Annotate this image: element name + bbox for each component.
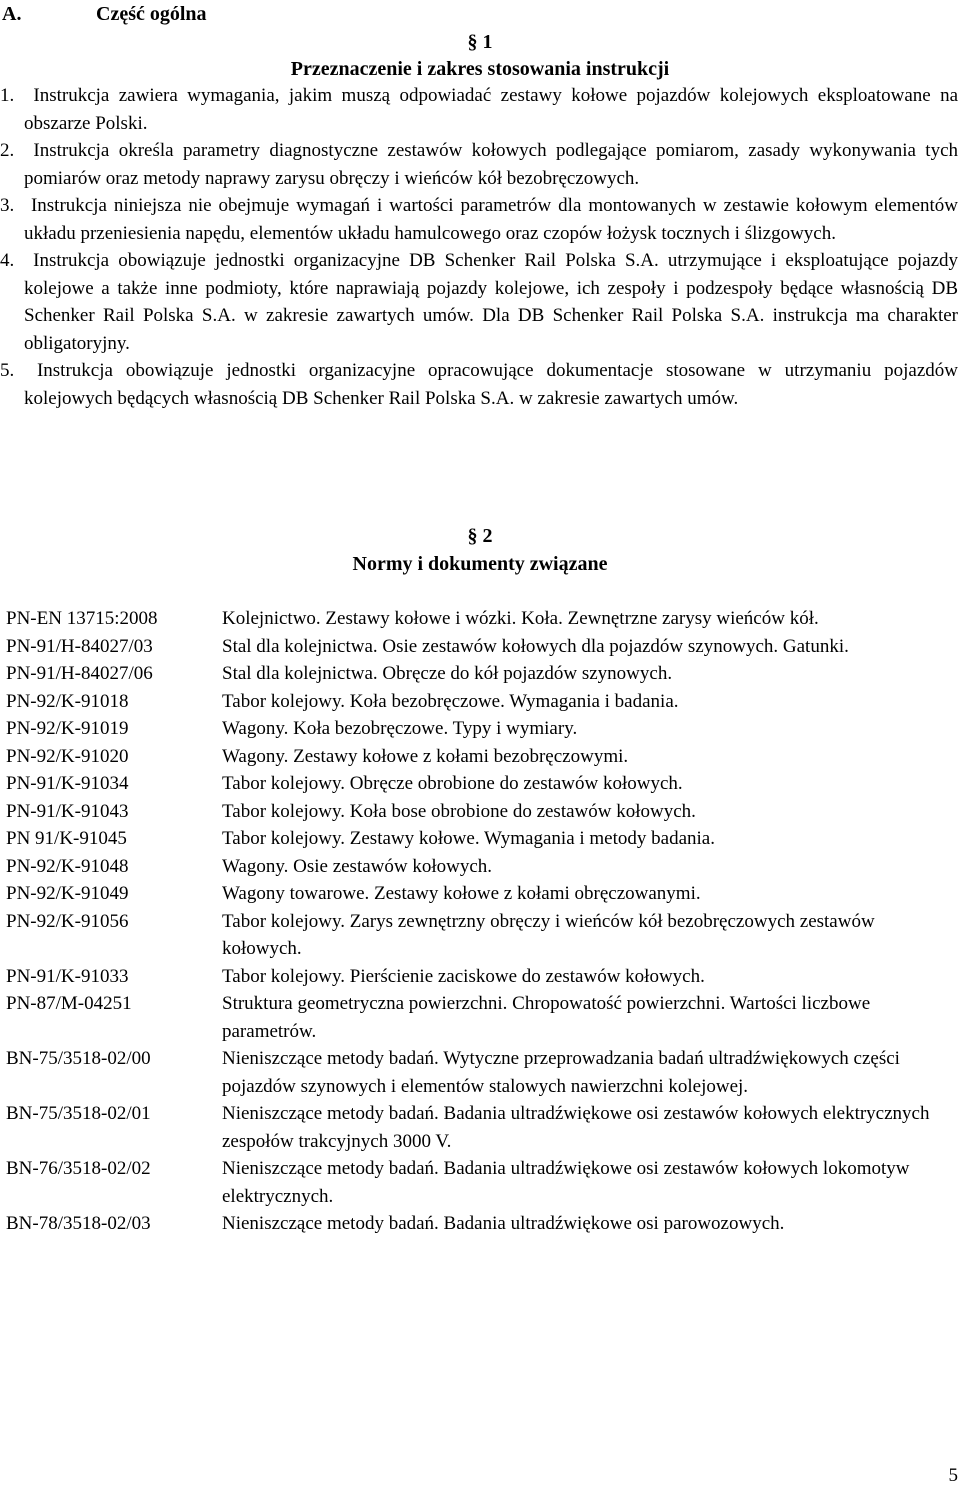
norm-description: Nieniszczące metody badań. Badania ultradźwiękowe osi zestawów kołowych elektrycznych zespołów trakcyjnych 3000 V. [222, 1103, 930, 1152]
section-1-title: Przeznaczenie i zakres stosowania instrukcji [290, 58, 670, 80]
norm-row [6, 1045, 956, 1100]
norm-description: Nieniszczące metody badań. Badania ultradźwiękowe osi parowozowych. [222, 1213, 785, 1234]
section-1-paragraphs [0, 82, 959, 412]
norm-description: Tabor kolejowy. Koła bezobręczowe. Wymagania i badania. [222, 690, 679, 712]
norm-code: BN-75/3518-02/01 [6, 1103, 151, 1124]
norm-row [6, 853, 956, 881]
section-2-sign: § 2 [467, 525, 493, 547]
norm-code: PN-91/K-91033 [6, 965, 129, 987]
norm-code: PN-91/K-91034 [6, 773, 129, 794]
paragraph-5: 5. Instrukcja obowiązuje jednostki organizacyjne opracowujące dokumentacje stosowane w utrzymaniu pojazdów kolejowych będących własnością DB Schenker Rail Polska S.A. w zakresie zawartych umów. [0, 360, 959, 409]
norm-row [6, 715, 956, 743]
norm-description: Stal dla kolejnictwa. Obręcze do kół pojazdów szynowych. [222, 663, 673, 684]
norm-description: Nieniszczące metody badań. Wytyczne przeprowadzania badań ultradźwiękowych części pojazdów szynowych i elementów stalowych nawierzchni kolejowej. [222, 1048, 900, 1097]
norm-description: Wagony. Zestawy kołowe z kołami bezobręczowymi. [222, 745, 629, 767]
norm-description: Struktura geometryczna powierzchni. Chropowatość powierzchni. Wartości liczbowe parametrów. [222, 993, 871, 1042]
norm-row [6, 825, 956, 853]
norm-description: Wagony towarowe. Zestawy kołowe z kołami obręczowanymi. [222, 883, 701, 904]
norm-code: PN-92/K-91019 [6, 718, 129, 739]
norm-description: Wagony. Osie zestawów kołowych. [222, 855, 493, 877]
norm-code: PN-92/K-91020 [6, 745, 129, 767]
norm-row [6, 660, 956, 688]
norm-code: PN-91/H-84027/03 [6, 635, 153, 657]
section-2-title: Normy i dokumenty związane [352, 553, 608, 575]
part-number: A. [2, 3, 22, 25]
norm-description: Tabor kolejowy. Obręcze obrobione do zestawów kołowych. [222, 773, 683, 794]
norm-row [6, 743, 956, 771]
norm-code: PN-92/K-91018 [6, 690, 129, 712]
norm-description: Tabor kolejowy. Zestawy kołowe. Wymagania i metody badania. [222, 828, 715, 849]
norm-description: Wagony. Koła bezobręczowe. Typy i wymiary. [222, 718, 578, 739]
part-heading [2, 2, 207, 26]
norm-row [6, 798, 956, 826]
norm-description: Kolejnictwo. Zestawy kołowe i wózki. Koła. Zewnętrzne zarysy wieńców kół. [222, 608, 819, 629]
norm-code: BN-76/3518-02/02 [6, 1158, 151, 1179]
norm-description: Tabor kolejowy. Zarys zewnętrzny obręczy i wieńców kół bezobręczowych zestawów kołowych. [222, 910, 875, 959]
paragraph-1: 1. Instrukcja zawiera wymagania, jakim muszą odpowiadać zestawy kołowe pojazdów kolejowych eksploatowane na obszarze Polski. [0, 85, 959, 134]
norm-row [6, 1210, 956, 1238]
norm-row [6, 990, 956, 1045]
norm-code: BN-75/3518-02/00 [6, 1048, 151, 1069]
norm-description: Tabor kolejowy. Pierścienie zaciskowe do zestawów kołowych. [222, 965, 705, 987]
paragraph-4: 4. Instrukcja obowiązuje jednostki organizacyjne DB Schenker Rail Polska S.A. utrzymujące i eksploatujące pojazdy kolejowe a także inne podmioty, które naprawiają pojazdy kolejowe, ich zespoły i podzespoły będące własnością DB Schenker Rail Polska S.A. w zakresie zawartych umów. Dla DB Schenker Rail Polska S.A. instrukcja ma charakter obligatoryjny. [0, 250, 959, 354]
norm-code: PN-87/M-04251 [6, 993, 132, 1014]
section-1-sign: § 1 [467, 31, 493, 53]
norm-description: Nieniszczące metody badań. Badania ultradźwiękowe osi zestawów kołowych lokomotyw elektrycznych. [222, 1158, 910, 1207]
norm-code: PN-91/K-91043 [6, 800, 129, 822]
norm-row [6, 1100, 956, 1155]
paragraph-2: 2. Instrukcja określa parametry diagnostyczne zestawów kołowych podlegające pomiarom, zasady wykonywania tych pomiarów oraz metody naprawy zarysu obręczy i wieńców kół bezobręczowych. [0, 140, 958, 189]
norm-code: PN-EN 13715:2008 [6, 608, 158, 629]
norm-row [6, 1155, 956, 1210]
paragraph-3: 3. Instrukcja niniejsza nie obejmuje wymagań i wartości parametrów dla montowanych w zestawie kołowym elementów układu przeniesienia napędu, elementów układu hamulcowego oraz czopów łożysk tocznych i ślizgowych. [0, 195, 959, 244]
norm-row [6, 770, 956, 798]
norm-description: Stal dla kolejnictwa. Osie zestawów kołowych dla pojazdów szynowych. Gatunki. [222, 635, 849, 657]
norm-code: PN-92/K-91049 [6, 883, 129, 904]
norm-code: PN-92/K-91048 [6, 855, 129, 877]
norm-row [6, 908, 956, 963]
norms-list [6, 605, 956, 1238]
norm-row [6, 633, 956, 661]
norm-row [6, 605, 956, 633]
norm-row [6, 880, 956, 908]
norm-row [6, 688, 956, 716]
part-title: Część ogólna [96, 3, 207, 25]
norm-row [6, 963, 956, 991]
norm-code: PN-92/K-91056 [6, 910, 129, 932]
norm-code: BN-78/3518-02/03 [6, 1213, 151, 1234]
norm-description: Tabor kolejowy. Koła bose obrobione do zestawów kołowych. [222, 800, 696, 822]
norm-code: PN-91/H-84027/06 [6, 663, 153, 684]
page-number: 5 [948, 1465, 958, 1486]
norm-code: PN 91/K-91045 [6, 828, 127, 849]
